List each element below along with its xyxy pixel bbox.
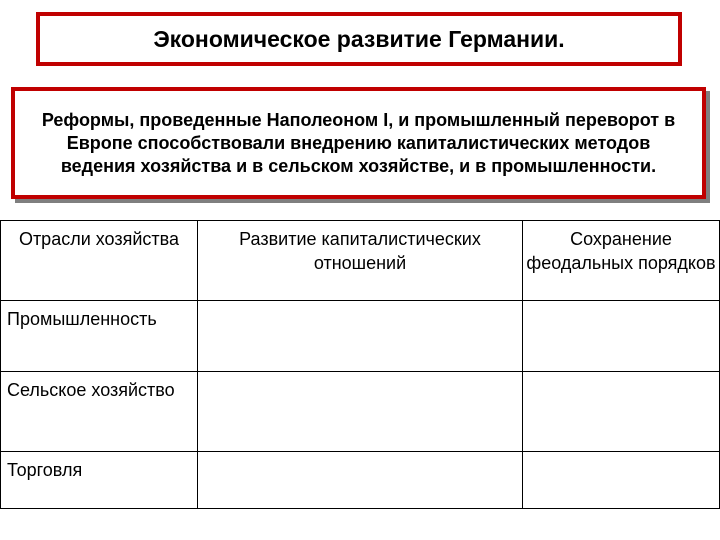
title-box — [36, 12, 682, 66]
intro-box — [11, 87, 706, 199]
table-row — [1, 372, 720, 452]
economy-table — [0, 220, 720, 509]
header-capitalist-development: Развитие капиталистических отношений — [198, 221, 523, 301]
cell-feudal — [523, 372, 720, 452]
cell-capitalist — [198, 301, 523, 372]
intro-text: Реформы, проведенные Наполеоном I, и промышленный переворот в Европе способствовали внедрению капиталистических методов ведения хозяйства и в сельском хозяйстве, и в промышленности. — [41, 109, 676, 176]
table-header-row — [1, 221, 720, 301]
page-title: Экономическое развитие Германии. — [153, 25, 565, 52]
cell-feudal — [523, 301, 720, 372]
row-label-agriculture: Сельское хозяйство — [1, 372, 198, 452]
row-label-trade: Торговля — [1, 452, 198, 509]
cell-feudal — [523, 452, 720, 509]
table-row — [1, 452, 720, 509]
cell-capitalist — [198, 372, 523, 452]
table-row — [1, 301, 720, 372]
row-label-industry: Промышленность — [1, 301, 198, 372]
header-branches: Отрасли хозяйства — [1, 221, 198, 301]
header-feudal-preservation: Сохранение феодальных порядков — [523, 221, 720, 301]
cell-capitalist — [198, 452, 523, 509]
